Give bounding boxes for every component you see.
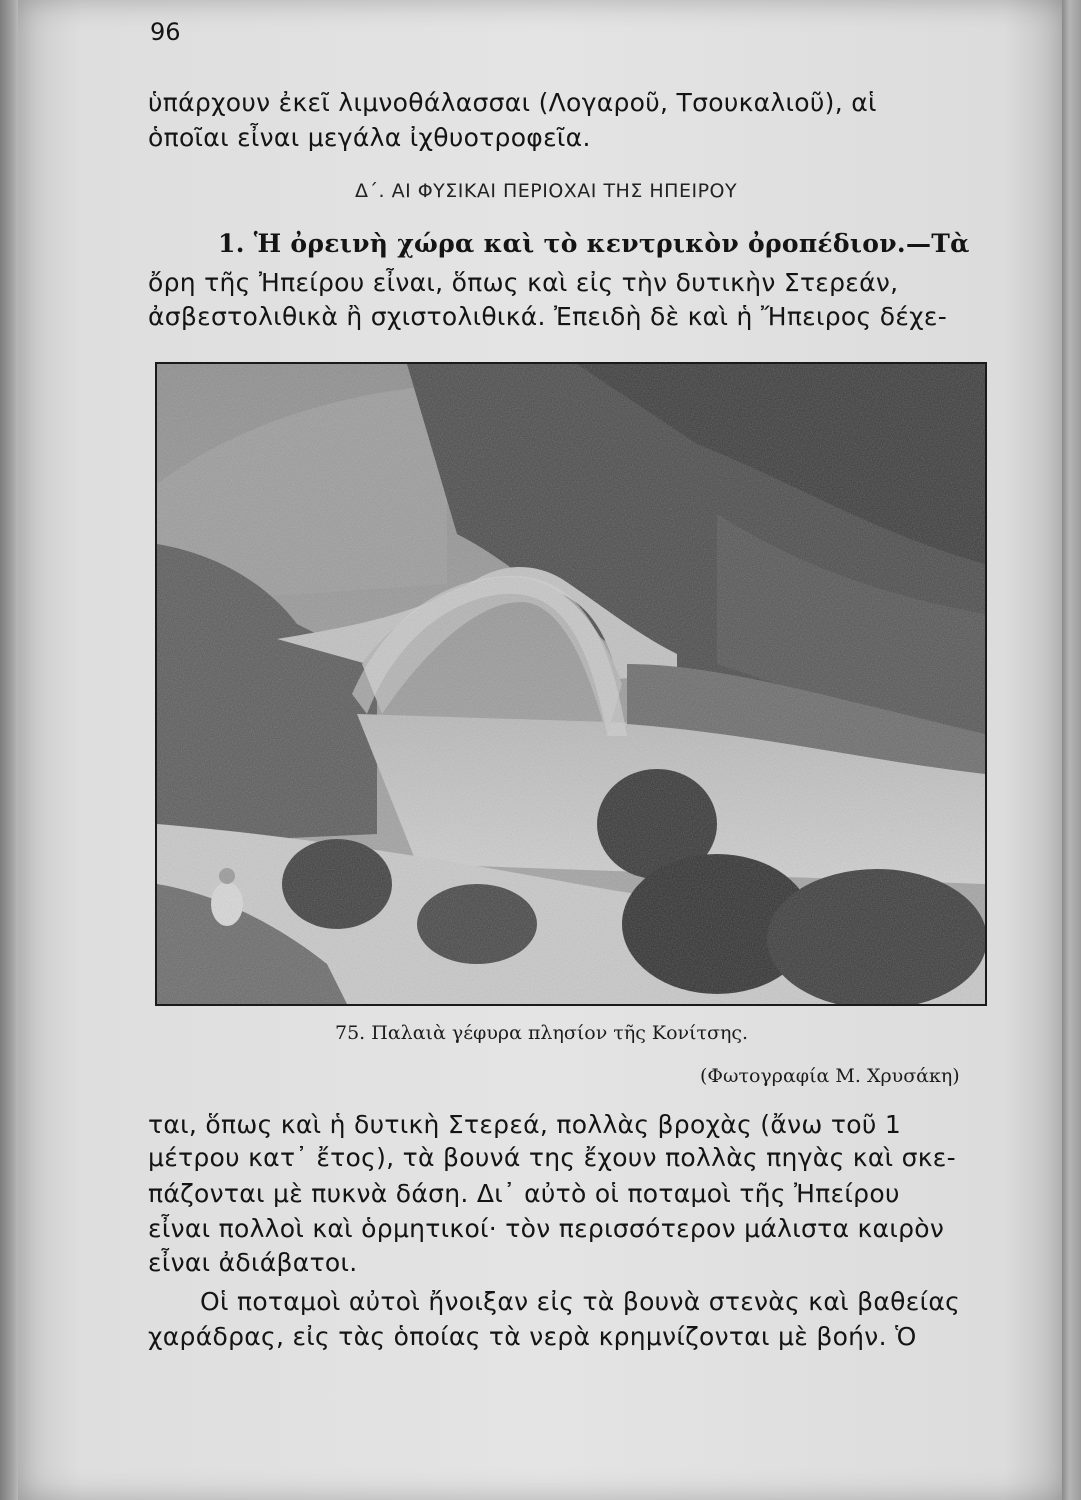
text-line: εἶναι πολλοὶ καὶ ὁρμητικοί· τὸν περισσότερον μάλιστα καιρὸν — [148, 1214, 945, 1243]
text-line: ἀσβεστολιθικὰ ἢ σχιστολιθικά. Ἐπειδὴ δὲ καὶ ἡ Ἤπειρος δέχε- — [148, 302, 948, 331]
subsection-title-tail: —Τὰ — [905, 229, 970, 258]
book-gutter — [0, 0, 20, 1500]
text-line: ὄρη τῆς Ἠπείρου εἶναι, ὅπως καὶ εἰς τὴν δυτικὴν Στερεάν, — [148, 268, 899, 297]
text-line: πάζονται μὲ πυκνὰ δάση. Δι᾽ αὐτὸ οἱ ποταμοὶ τῆς Ἠπείρου — [148, 1179, 900, 1208]
page-number: 96 — [150, 18, 181, 46]
figure-caption: 75. Παλαιὰ γέφυρα πλησίον τῆς Κονίτσης. — [335, 1022, 749, 1044]
text-line: Οἱ ποταμοὶ αὐτοὶ ἤνοιξαν εἰς τὰ βουνὰ στενὰς καὶ βαθείας — [200, 1287, 961, 1316]
text-line: μέτρου κατ᾽ ἔτος), τὰ βουνά της ἔχουν πολλὰς πηγὰς καὶ σκε- — [148, 1143, 956, 1172]
text-line: εἶναι ἀδιάβατοι. — [148, 1248, 358, 1277]
subsection-title: 1. Ἡ ὀρεινὴ χώρα καὶ τὸ κεντρικὸν ὀροπέδιον. — [218, 229, 906, 258]
bridge-photograph — [155, 362, 987, 1006]
text-line: ὁποῖαι εἶναι μεγάλα ἰχθυοτροφεῖα. — [148, 123, 591, 152]
text-line: χαράδρας, εἰς τὰς ὁποίας τὰ νερὰ κρημνίζονται μὲ βοήν. Ὁ — [148, 1322, 917, 1351]
photo-credit: (Φωτογραφία Μ. Χρυσάκη) — [700, 1065, 960, 1087]
text-line: ται, ὅπως καὶ ἡ δυτικὴ Στερεά, πολλὰς βροχὰς (ἄνω τοῦ 1 — [148, 1110, 902, 1139]
section-heading: Δ΄. ΑΙ ΦΥΣΙΚΑΙ ΠΕΡΙΟΧΑΙ ΤΗΣ ΗΠΕΙΡΟΥ — [355, 180, 738, 202]
page-edge — [1062, 0, 1081, 1500]
subsection-title-line — [218, 229, 970, 258]
text-line: ὑπάρχουν ἐκεῖ λιμνοθάλασσαι (Λογαροῦ, Τσουκαλιοῦ), αἱ — [148, 88, 877, 117]
